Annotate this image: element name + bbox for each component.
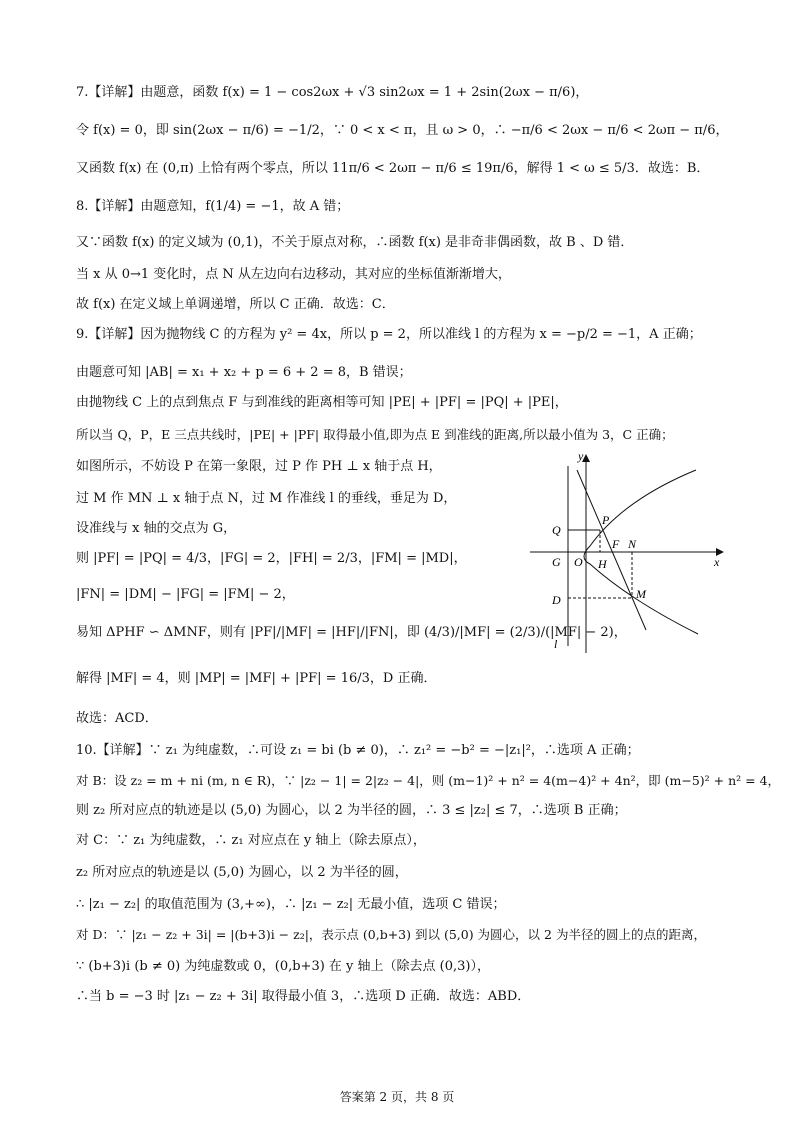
- q10-line-1: 10.【详解】∵ z₁ 为纯虚数，∴可设 z₁ = bi (b ≠ 0)，∴ z₁² = −b² = −|z₁|²，∴选项 A 正确；: [76, 743, 640, 758]
- q9-line-5: 如图所示，不妨设 P 在第一象限，过 P 作 PH ⊥ x 轴于点 H，: [76, 459, 442, 474]
- q9-answer: 故选：ACD．: [76, 711, 158, 726]
- q9-line-11: 解得 |MF| = 4，则 |MP| = |MF| + |PF| = 16/3，D 正确．: [76, 671, 437, 686]
- q9-line-6: 过 M 作 MN ⊥ x 轴于点 N，过 M 作准线 l 的垂线，垂足为 D，: [76, 491, 457, 506]
- q7-line-3: 又函数 f(x) 在 (0,π) 上恰有两个零点，所以 11π/6 < 2ωπ − π/6 ≤ 19π/6，解得 1 < ω ≤ 5/3．故选：B．: [76, 161, 710, 176]
- label-h: H: [598, 557, 607, 571]
- label-o: O: [574, 555, 583, 569]
- q8-line-4: 故 f(x) 在定义域上单调递增，所以 C 正确．故选：C．: [76, 297, 395, 312]
- q8-line-3: 当 x 从 0→1 变化时，点 N 从左边向右边移动，其对应的坐标值渐渐增大，: [76, 267, 511, 282]
- label-m: M: [636, 587, 646, 601]
- label-p: P: [602, 513, 610, 527]
- q7-line-2: 令 f(x) = 0，即 sin(2ωx − π/6) = −1/2，∵ 0 < x < π，且 ω > 0，∴ −π/6 < 2ωx − π/6 < 2ωπ − π/6，: [76, 123, 729, 138]
- label-l: l: [554, 637, 558, 651]
- q9-line-4: 所以当 Q，P，E 三点共线时，|PE| + |PF| 取得最小值,即为点 E 到准线的距离,所以最小值为 3，C 正确；: [76, 427, 674, 442]
- q9-line-1: 9.【详解】因为抛物线 C 的方程为 y² = 4x，所以 p = 2，所以准线 l 的方程为 x = −p/2 = −1，A 正确；: [76, 327, 702, 342]
- q9-line-2: 由题意可知 |AB| = x₁ + x₂ + p = 6 + 2 = 8，B 错误；: [76, 365, 412, 380]
- page-footer: 答案第 2 页，共 8 页: [339, 1090, 455, 1104]
- label-d: D: [552, 593, 561, 607]
- q9-line-3: 由抛物线 C 上的点到焦点 F 与到准线的距离相等可知 |PE| + |PF| = |PQ| + |PE|，: [76, 395, 568, 410]
- q10-line-7: 对 D：∵ |z₁ − z₂ + 3i| = |(b+3)i − z₂|，表示点 (0,b+3) 到以 (5,0) 为圆心，以 2 为半径的圆上的点的距离，: [76, 927, 706, 942]
- label-f: F: [612, 537, 620, 551]
- q10-line-3: 则 z₂ 所对应点的轨迹是以 (5,0) 为圆心，以 2 为半径的圆，∴ 3 ≤ |z₂| ≤ 7，∴选项 B 正确；: [76, 803, 627, 818]
- q8-line-1: 8.【详解】由题意知，f(1/4) = −1，故 A 错；: [76, 199, 350, 214]
- label-q: Q: [552, 523, 561, 537]
- q10-line-6: ∴ |z₁ − z₂| 的取值范围为 (3,+∞)，∴ |z₁ − z₂| 无最小值，选项 C 错误；: [76, 897, 506, 912]
- q9-line-9: |FN| = |DM| − |FG| = |FM| − 2，: [76, 587, 295, 602]
- label-g: G: [552, 555, 561, 569]
- label-x: x: [714, 555, 720, 569]
- q10-line-2: 对 B：设 z₂ = m + ni (m, n ∈ R)，∵ |z₂ − 1| = 2|z₂ − 4|，则 (m−1)² + n² = 4(m−4)² + 4n²，即 (m−5)² + n² = 4，: [76, 773, 781, 788]
- q7-line-1: 7.【详解】由题意，函数 f(x) = 1 − cos2ωx + √3 sin2ωx = 1 + 2sin(2ωx − π/6)，: [76, 85, 589, 100]
- q10-line-8: ∵ (b+3)i (b ≠ 0) 为纯虚数或 0，(0,b+3) 在 y 轴上（除去点 (0,3)），: [76, 959, 490, 974]
- q10-line-9: ∴当 b = −3 时 |z₁ − z₂ + 3i| 取得最小值 3，∴选项 D 正确．故选：ABD．: [76, 989, 531, 1004]
- q10-line-5: z₂ 所对应点的轨迹是以 (5,0) 为圆心，以 2 为半径的圆，: [76, 865, 408, 880]
- q8-line-2: 又∵函数 f(x) 的定义域为 (0,1)，不关于原点对称，∴函数 f(x) 是非奇非偶函数，故 B 、D 错．: [76, 235, 634, 250]
- label-n: N: [628, 537, 637, 551]
- label-y: y: [578, 449, 584, 463]
- parabola-figure: [520, 448, 730, 658]
- q9-line-10: 易知 ΔPHF ∽ ΔMNF，则有 |PF|/|MF| = |HF|/|FN|，即 (4/3)/|MF| = (2/3)/(|MF| − 2)，: [76, 625, 627, 640]
- q9-line-8: 则 |PF| = |PQ| = 4/3，|FG| = 2，|FH| = 2/3，|FM| = |MD|，: [76, 551, 467, 566]
- q10-line-4: 对 C：∵ z₁ 为纯虚数，∴ z₁ 对应点在 y 轴上（除去原点），: [76, 833, 426, 848]
- q9-line-7: 设准线与 x 轴的交点为 G，: [76, 521, 237, 536]
